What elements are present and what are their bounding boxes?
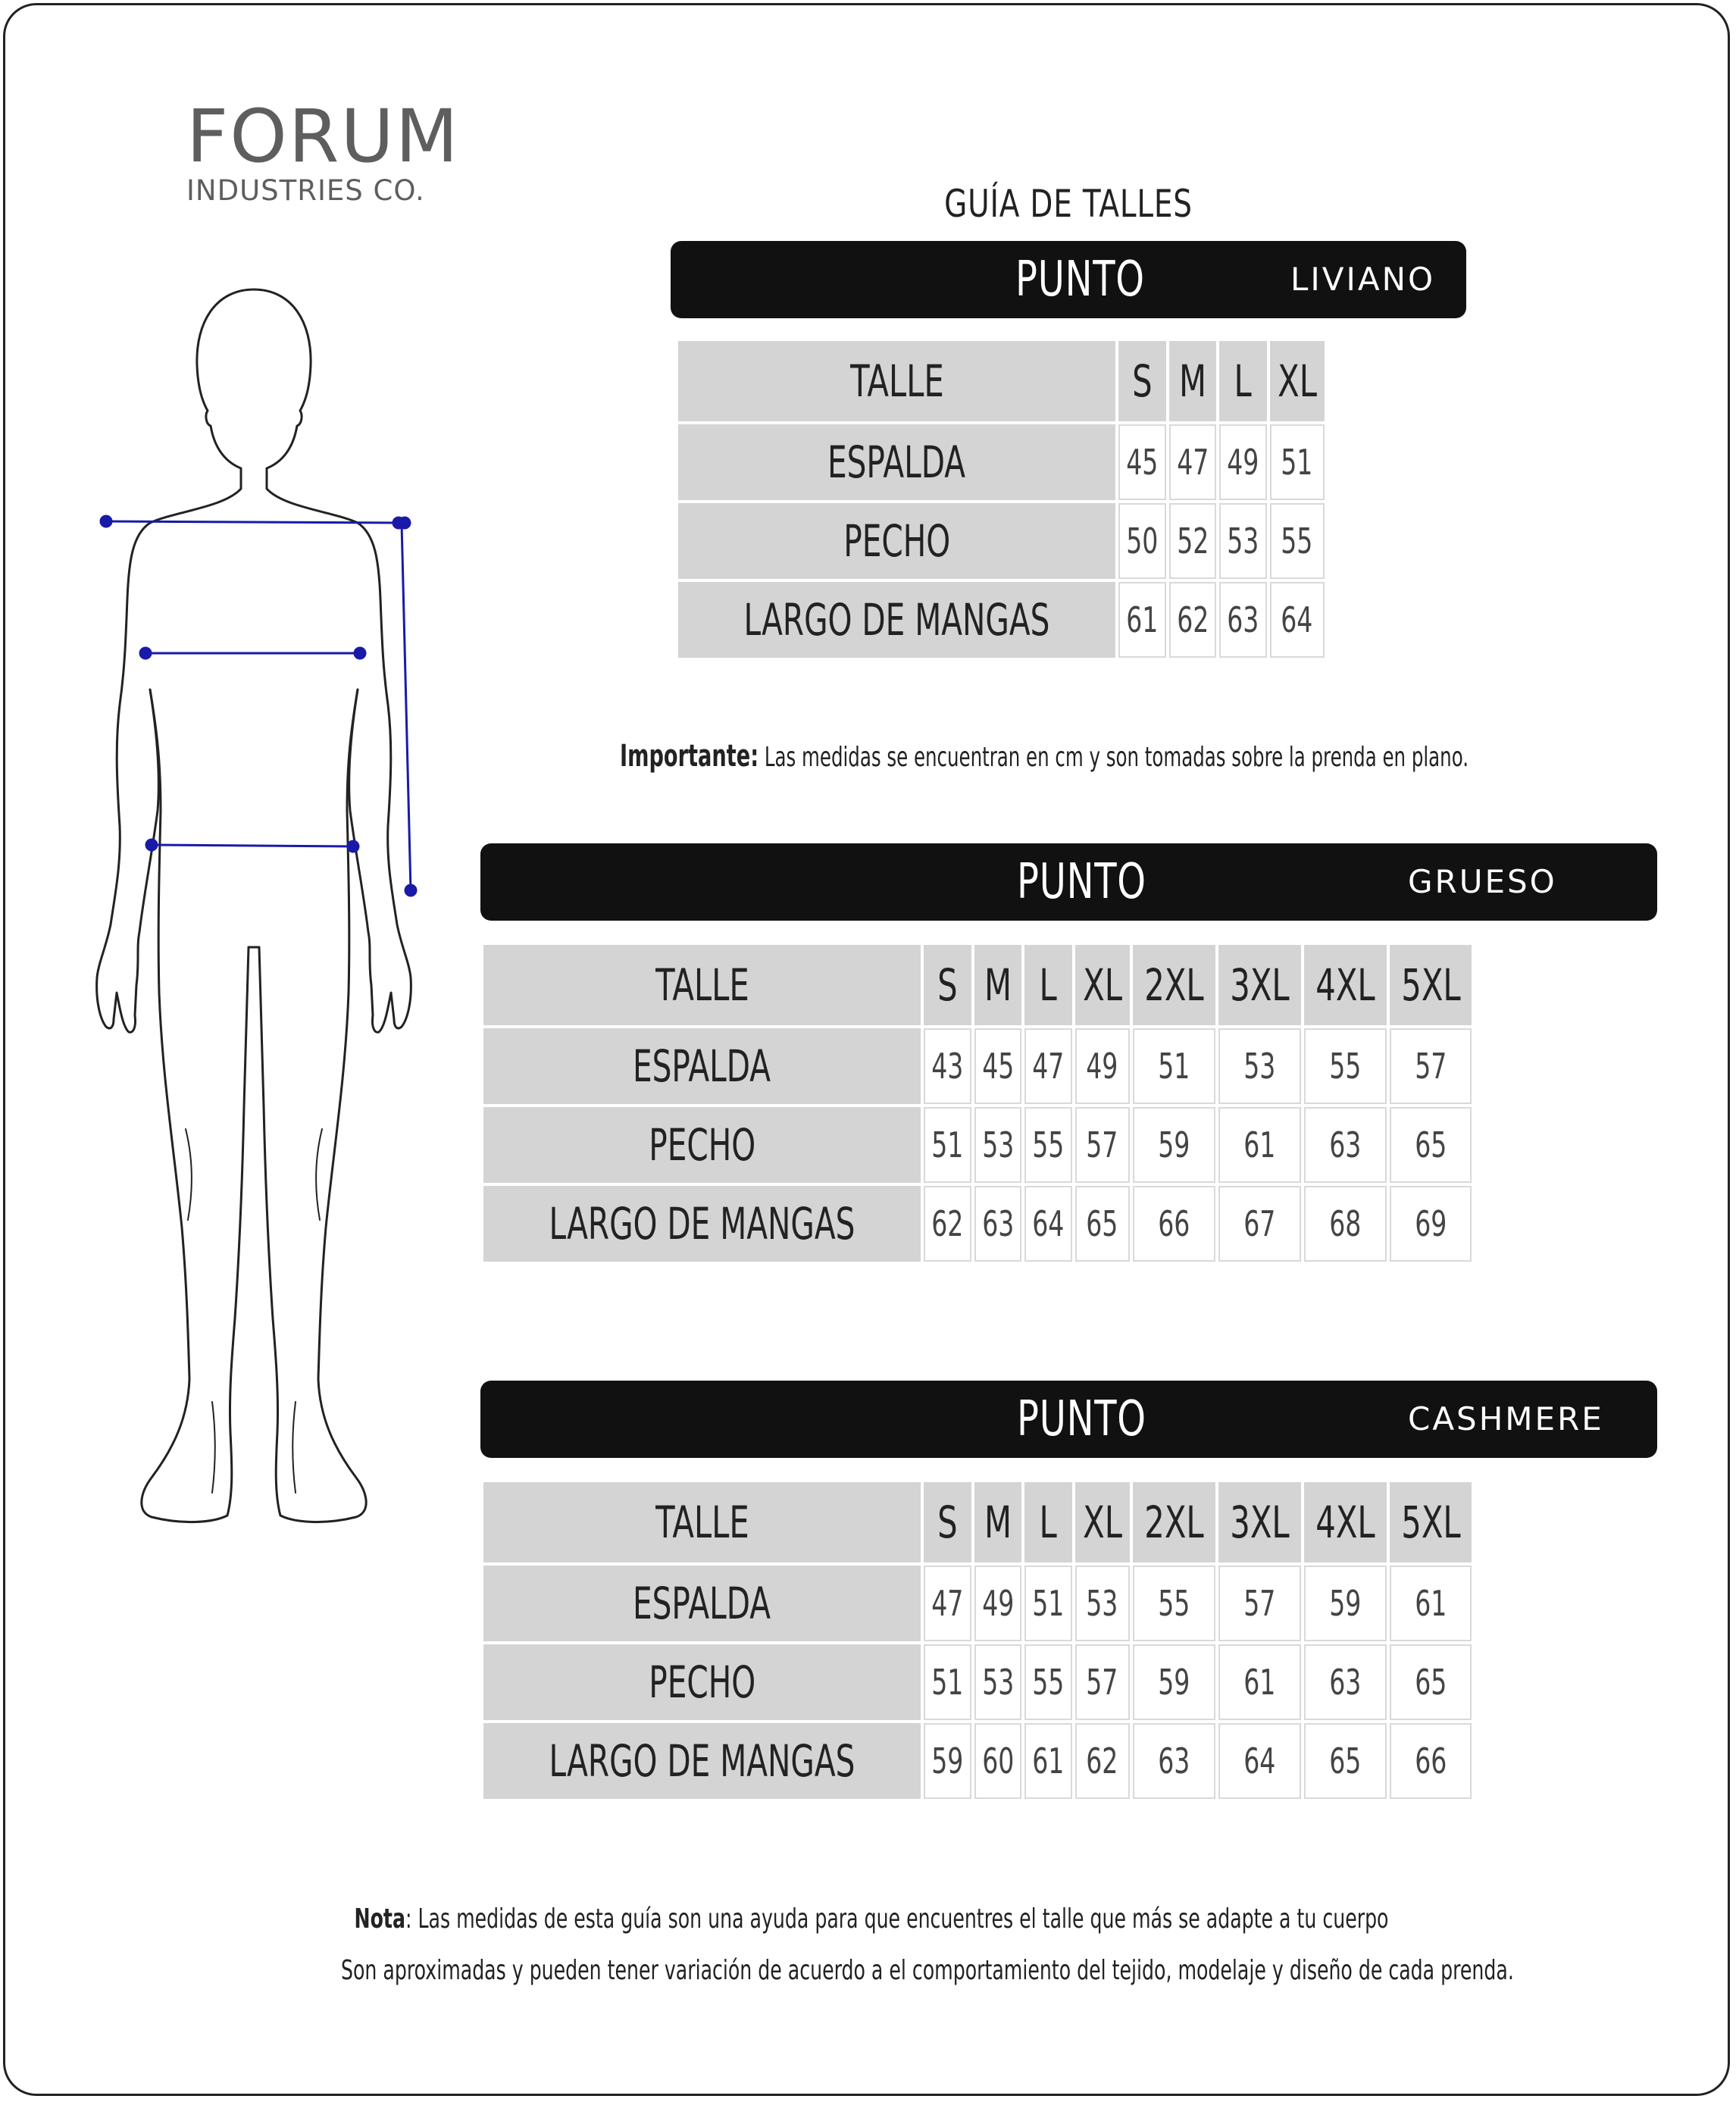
value-cell (1219, 424, 1267, 500)
value: 65 (1414, 1662, 1447, 1703)
row-label: LARGO DE MANGAS (743, 594, 1050, 646)
value: 53 (1227, 521, 1259, 561)
row-label: PECHO (648, 1119, 755, 1171)
size-label: 5XL (1400, 1497, 1461, 1548)
value-cell (1169, 424, 1217, 500)
size-label: 4XL (1315, 959, 1375, 1011)
value: 51 (1281, 442, 1313, 483)
value-cell (1118, 582, 1166, 658)
value-cell (1075, 1186, 1130, 1262)
value: 66 (1158, 1203, 1190, 1244)
value: 64 (1032, 1203, 1065, 1244)
value-cell (974, 1107, 1022, 1183)
size-cell (974, 945, 1022, 1025)
row-label: PECHO (648, 1656, 755, 1708)
guide-title: GUÍA DE TALLES (944, 182, 1193, 226)
table-title-main: PUNTO (1017, 854, 1146, 910)
table-row (678, 424, 1325, 500)
size-cell (974, 1482, 1022, 1562)
value-cell (1075, 1723, 1130, 1799)
value: 53 (981, 1662, 1014, 1703)
value: 55 (1281, 521, 1313, 561)
header-label-cell (483, 945, 921, 1025)
table-title-sub: GRUESO (1408, 863, 1557, 900)
size-cell (924, 1482, 971, 1562)
value: 68 (1328, 1203, 1362, 1244)
size-cell (924, 945, 971, 1025)
brand-logo (186, 94, 460, 207)
size-table-cashmere (480, 1479, 1475, 1802)
value: 57 (1243, 1583, 1276, 1624)
table-row (483, 1723, 1472, 1799)
value: 62 (1086, 1741, 1118, 1781)
value-cell (1024, 1028, 1072, 1104)
value-cell (924, 1723, 971, 1799)
body-measurement-figure-icon (61, 280, 455, 1553)
size-cell (1304, 945, 1387, 1025)
table-title-main: PUNTO (1017, 1391, 1146, 1447)
table-header-row (678, 341, 1325, 421)
value-cell (1218, 1186, 1301, 1262)
row-label: PECHO (843, 515, 950, 567)
value: 47 (1032, 1046, 1065, 1087)
value: 59 (1328, 1583, 1362, 1624)
value: 55 (1158, 1583, 1190, 1624)
value-cell (1218, 1107, 1301, 1183)
table-title-bar (480, 843, 1657, 921)
row-label-cell (678, 582, 1115, 658)
important-note (620, 739, 1469, 774)
value-cell (974, 1186, 1022, 1262)
value: 47 (931, 1583, 964, 1624)
row-label-cell (483, 1107, 921, 1183)
size-cell (1219, 341, 1267, 421)
value: 65 (1414, 1125, 1447, 1165)
note-line-2 (341, 1955, 1514, 1986)
value-cell (1118, 503, 1166, 579)
value: 64 (1243, 1741, 1276, 1781)
value-cell (1390, 1723, 1472, 1799)
size-label: S (1131, 355, 1153, 407)
value-cell (1075, 1107, 1130, 1183)
value: 66 (1414, 1741, 1447, 1781)
value: 47 (1176, 442, 1209, 483)
table-title-sub: LIVIANO (1290, 261, 1436, 298)
size-label: XL (1082, 1497, 1122, 1548)
value-cell (1390, 1566, 1472, 1641)
size-label: L (1039, 959, 1057, 1011)
size-table-liviano (675, 338, 1328, 661)
value-cell (1270, 424, 1325, 500)
size-label: M (984, 959, 1012, 1011)
value-cell (1075, 1644, 1130, 1720)
row-label-cell (483, 1723, 921, 1799)
value-cell (1133, 1107, 1215, 1183)
value-cell (924, 1107, 971, 1183)
table-row (678, 582, 1325, 658)
value: 51 (931, 1662, 964, 1703)
value: 63 (1328, 1125, 1362, 1165)
value: 53 (1086, 1583, 1118, 1624)
value: 63 (1227, 599, 1259, 640)
header-label: TALLE (849, 355, 944, 407)
value-cell (1218, 1723, 1301, 1799)
size-label: 2XL (1143, 959, 1204, 1011)
size-label: L (1039, 1497, 1057, 1548)
value-cell (1075, 1028, 1130, 1104)
value: 57 (1086, 1125, 1118, 1165)
value: 51 (931, 1125, 964, 1165)
value: 45 (1126, 442, 1159, 483)
value-cell (1118, 424, 1166, 500)
note-text-1: : Las medidas de esta guía son una ayuda para que encuentres el talle que más se adapte a tu cuerpo (405, 1903, 1389, 1935)
important-text: Las medidas se encuentran en cm y son tomadas sobre la prenda en plano. (759, 742, 1469, 773)
value: 65 (1328, 1741, 1362, 1781)
size-label: S (937, 959, 958, 1011)
value-cell (1133, 1186, 1215, 1262)
table-row (483, 1028, 1472, 1104)
row-label: ESPALDA (633, 1040, 771, 1092)
value-cell (1218, 1028, 1301, 1104)
value-cell (1169, 582, 1217, 658)
size-cell (1118, 341, 1166, 421)
value-cell (1024, 1107, 1072, 1183)
row-label: ESPALDA (633, 1578, 771, 1629)
size-label: L (1234, 355, 1252, 407)
value: 63 (1328, 1662, 1362, 1703)
size-cell (1133, 1482, 1215, 1562)
value-cell (1304, 1566, 1387, 1641)
size-label: XL (1082, 959, 1122, 1011)
value-cell (924, 1186, 971, 1262)
row-label: ESPALDA (827, 436, 966, 488)
value-cell (1304, 1107, 1387, 1183)
value-cell (974, 1566, 1022, 1641)
value: 61 (1243, 1662, 1276, 1703)
size-label: 3XL (1229, 1497, 1290, 1548)
value: 55 (1032, 1125, 1065, 1165)
value: 57 (1414, 1046, 1447, 1087)
value-cell (1304, 1644, 1387, 1720)
value: 60 (981, 1741, 1014, 1781)
value-cell (974, 1028, 1022, 1104)
value-cell (1390, 1107, 1472, 1183)
value: 61 (1414, 1583, 1447, 1624)
size-cell (1218, 1482, 1301, 1562)
value-cell (1304, 1723, 1387, 1799)
size-label: 5XL (1400, 959, 1461, 1011)
table-title-main: PUNTO (1015, 252, 1145, 308)
value: 49 (981, 1583, 1014, 1624)
value-cell (1219, 582, 1267, 658)
value-cell (924, 1028, 971, 1104)
value: 50 (1126, 521, 1159, 561)
value: 59 (931, 1741, 964, 1781)
size-cell (1218, 945, 1301, 1025)
row-label-cell (483, 1644, 921, 1720)
value-cell (924, 1566, 971, 1641)
value-cell (1024, 1186, 1072, 1262)
row-label: LARGO DE MANGAS (549, 1198, 855, 1250)
value: 51 (1032, 1583, 1065, 1624)
value-cell (1218, 1644, 1301, 1720)
size-cell (1270, 341, 1325, 421)
value-cell (1169, 503, 1217, 579)
value: 63 (981, 1203, 1014, 1244)
value: 55 (1032, 1662, 1065, 1703)
note-text-2: Son aproximadas y pueden tener variación de acuerdo a el comportamiento del tejido, modelaje y diseño de cada prenda. (341, 1955, 1514, 1986)
table-row (483, 1566, 1472, 1641)
table-title-sub: CASHMERE (1408, 1400, 1604, 1437)
value-cell (1270, 582, 1325, 658)
size-label: M (1178, 355, 1206, 407)
header-label: TALLE (655, 1497, 749, 1548)
table-row (678, 503, 1325, 579)
value-cell (1133, 1566, 1215, 1641)
header-label-cell (678, 341, 1115, 421)
row-label-cell (678, 424, 1115, 500)
value-cell (974, 1644, 1022, 1720)
table-title-bar (671, 241, 1466, 318)
size-table-grueso (480, 942, 1475, 1265)
size-cell (1304, 1482, 1387, 1562)
value: 69 (1414, 1203, 1447, 1244)
note-line-1 (341, 1903, 1402, 1935)
header-label: TALLE (655, 959, 749, 1011)
value: 53 (981, 1125, 1014, 1165)
value-cell (1024, 1723, 1072, 1799)
brand-name: FORUM (186, 94, 460, 179)
value: 59 (1158, 1125, 1190, 1165)
value: 61 (1126, 599, 1159, 640)
value-cell (1133, 1644, 1215, 1720)
value: 65 (1086, 1203, 1118, 1244)
size-label: 4XL (1315, 1497, 1375, 1548)
value: 43 (931, 1046, 964, 1087)
value-cell (1390, 1028, 1472, 1104)
value: 63 (1158, 1741, 1190, 1781)
table-row (483, 1107, 1472, 1183)
value: 57 (1086, 1662, 1118, 1703)
size-cell (1390, 945, 1472, 1025)
size-label: 2XL (1143, 1497, 1204, 1548)
brand-subtitle: INDUSTRIES CO. (186, 174, 425, 207)
row-label-cell (483, 1566, 921, 1641)
value-cell (1270, 503, 1325, 579)
value-cell (1024, 1566, 1072, 1641)
value-cell (1024, 1644, 1072, 1720)
value: 45 (981, 1046, 1014, 1087)
value: 61 (1032, 1741, 1065, 1781)
size-label: S (937, 1497, 958, 1548)
value: 55 (1328, 1046, 1362, 1087)
table-title-bar (480, 1381, 1657, 1458)
value: 51 (1158, 1046, 1190, 1087)
value-cell (1304, 1028, 1387, 1104)
row-label-cell (483, 1028, 921, 1104)
row-label-cell (483, 1186, 921, 1262)
table-header-row (483, 1482, 1472, 1562)
value-cell (924, 1644, 971, 1720)
value-cell (1075, 1566, 1130, 1641)
size-cell (1169, 341, 1217, 421)
header-label-cell (483, 1482, 921, 1562)
value-cell (1304, 1186, 1387, 1262)
value-cell (1133, 1723, 1215, 1799)
value: 49 (1227, 442, 1259, 483)
row-label-cell (678, 503, 1115, 579)
value: 67 (1243, 1203, 1276, 1244)
size-cell (1024, 1482, 1072, 1562)
size-cell (1390, 1482, 1472, 1562)
value: 49 (1086, 1046, 1118, 1087)
value: 61 (1243, 1125, 1276, 1165)
value-cell (974, 1723, 1022, 1799)
size-cell (1075, 945, 1130, 1025)
value: 52 (1176, 521, 1209, 561)
size-cell (1024, 945, 1072, 1025)
value-cell (1219, 503, 1267, 579)
size-label: XL (1277, 355, 1317, 407)
row-label: LARGO DE MANGAS (549, 1735, 855, 1787)
value: 53 (1243, 1046, 1276, 1087)
size-label: M (984, 1497, 1012, 1548)
value-cell (1390, 1644, 1472, 1720)
size-cell (1075, 1482, 1130, 1562)
important-label: Importante: (620, 739, 759, 774)
value: 59 (1158, 1662, 1190, 1703)
table-header-row (483, 945, 1472, 1025)
note-label: Nota (354, 1903, 405, 1935)
value-cell (1218, 1566, 1301, 1641)
value-cell (1133, 1028, 1215, 1104)
table-row (483, 1186, 1472, 1262)
table-row (483, 1644, 1472, 1720)
value-cell (1390, 1186, 1472, 1262)
value: 62 (931, 1203, 964, 1244)
size-label: 3XL (1229, 959, 1290, 1011)
value: 64 (1281, 599, 1313, 640)
size-cell (1133, 945, 1215, 1025)
value: 62 (1176, 599, 1209, 640)
